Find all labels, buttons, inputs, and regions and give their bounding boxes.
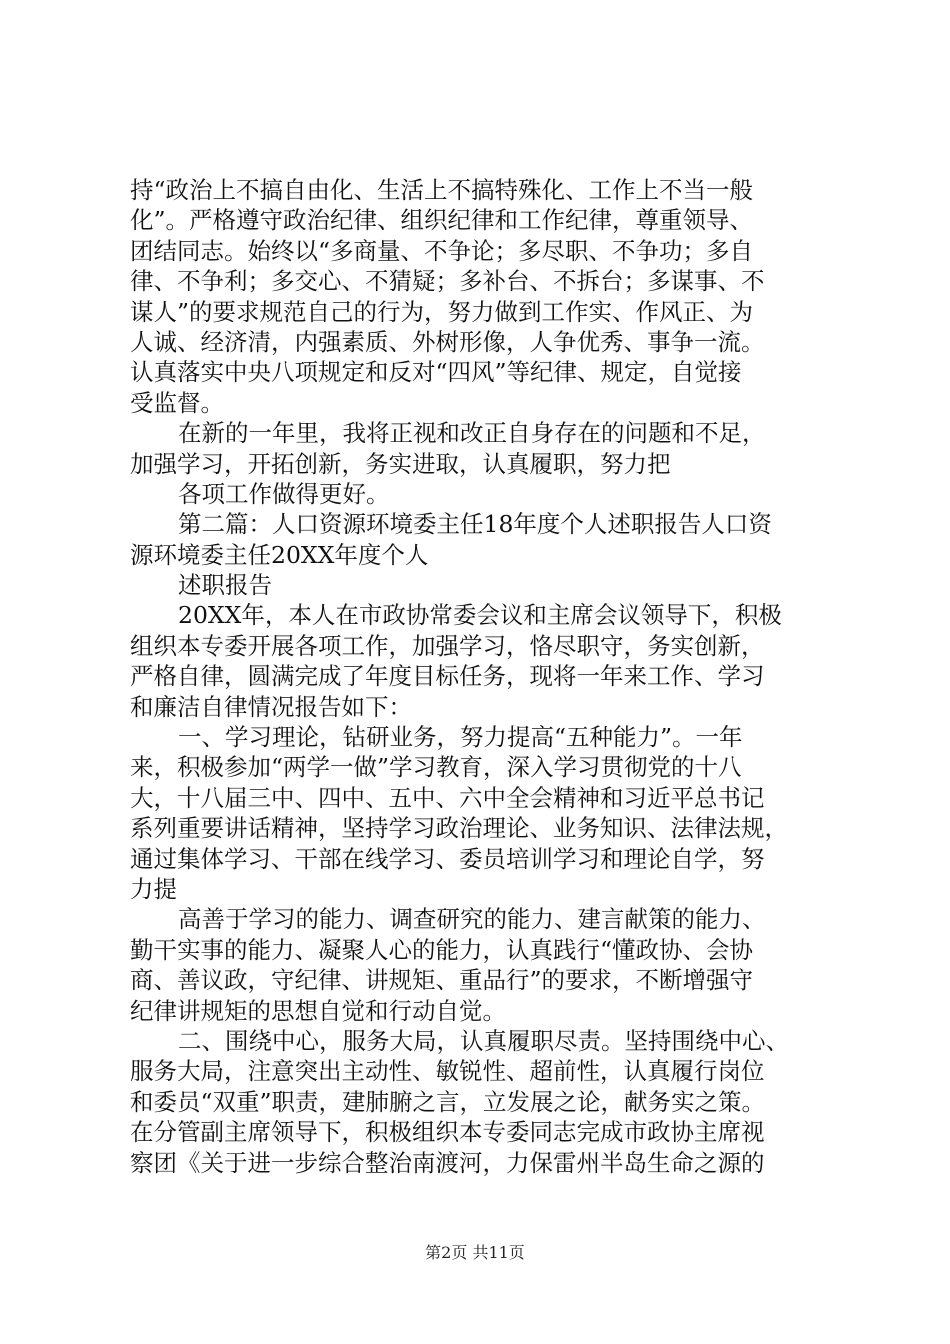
- text-line: 第二篇：人口资源环境委主任18年度个人述职报告人口资: [178, 510, 772, 539]
- text-line: 来，积极参加“两学一做”学习教育，深入学习贯彻党的十八: [130, 753, 742, 782]
- text-line: 人诚、经济清，内强素质、外树形像，人争优秀、事争一流。: [130, 327, 765, 356]
- text-line: 受监督。: [130, 388, 224, 417]
- text-line: 大，十八届三中、四中、五中、六中全会精神和习近平总书记: [130, 783, 765, 812]
- page-footer: 第2页 共11页: [425, 1243, 525, 1262]
- text-line: 谋人”的要求规范自己的行为，努力做到工作实、作风正、为: [130, 297, 754, 326]
- text-line: 力提: [130, 874, 177, 903]
- text-line: 二、围绕中心，服务大局，认真履职尽责。坚持围绕中心、: [178, 1026, 789, 1055]
- text-line: 持“政治上不搞自由化、生活上不搞特殊化、工作上不当一般: [130, 176, 754, 204]
- text-line: 系列重要讲话精神，坚持学习政治理论、业务知识、法律法规，: [130, 814, 788, 843]
- text-line: 服务大局，注意突出主动性、敏锐性、超前性，认真履行岗位: [130, 1057, 765, 1086]
- text-line: 纪律讲规矩的思想自觉和行动自觉。: [130, 996, 506, 1025]
- text-line: 20XX年，本人在市政协常委会议和主席会议领导下，积极: [178, 601, 782, 630]
- text-line: 律、不争利；多交心、不猜疑；多补台、不拆台；多谋事、不: [130, 267, 765, 296]
- document-body: [130, 175, 830, 1178]
- text-line: 在分管副主席领导下，积极组织本专委同志完成市政协主席视: [130, 1118, 765, 1147]
- text-line: 严格自律，圆满完成了年度目标任务，现将一年来工作、学习: [130, 662, 765, 691]
- text-line: 认真落实中央八项规定和反对“四风”等纪律、规定，自觉接: [130, 358, 742, 387]
- text-line: 在新的一年里，我将正视和改正自身存在的问题和不足，: [178, 419, 766, 448]
- text-line: 团结同志。始终以“多商量、不争论；多尽职、不争功；多自: [130, 236, 754, 265]
- text-line: 商、善议政，守纪律、讲规矩、重品行”的要求，不断增强守: [130, 966, 754, 995]
- text-line: 高善于学习的能力、调查研究的能力、建言献策的能力、: [178, 905, 766, 934]
- text-line: 述职报告: [178, 571, 272, 600]
- text-line: 源环境委主任20XX年度个人: [130, 540, 429, 569]
- text-line: 通过集体学习、干部在线学习、委员培训学习和理论自学，努: [130, 844, 765, 873]
- text-line: 和委员“双重”职责，建肺腑之言，立发展之论，献务实之策。: [130, 1087, 766, 1116]
- text-line: 组织本专委开展各项工作，加强学习，恪尽职守，务实创新，: [130, 631, 765, 660]
- text-line: 化”。严格遵守政治纪律、组织纪律和工作纪律，尊重领导、: [130, 206, 754, 235]
- text-line: 加强学习，开拓创新，务实进取，认真履职，努力把: [130, 449, 671, 478]
- text-line: 勤干实事的能力、凝聚人心的能力，认真践行“懂政协、会协: [130, 935, 754, 964]
- text-line: 各项工作做得更好。: [178, 479, 390, 508]
- text-line: 察团《关于进一步综合整治南渡河，力保雷州半岛生命之源的: [130, 1148, 765, 1177]
- text-line: 一、学习理论，钻研业务，努力提高“五种能力”。一年: [178, 723, 743, 752]
- text-line: 和廉洁自律情况报告如下：: [130, 692, 412, 721]
